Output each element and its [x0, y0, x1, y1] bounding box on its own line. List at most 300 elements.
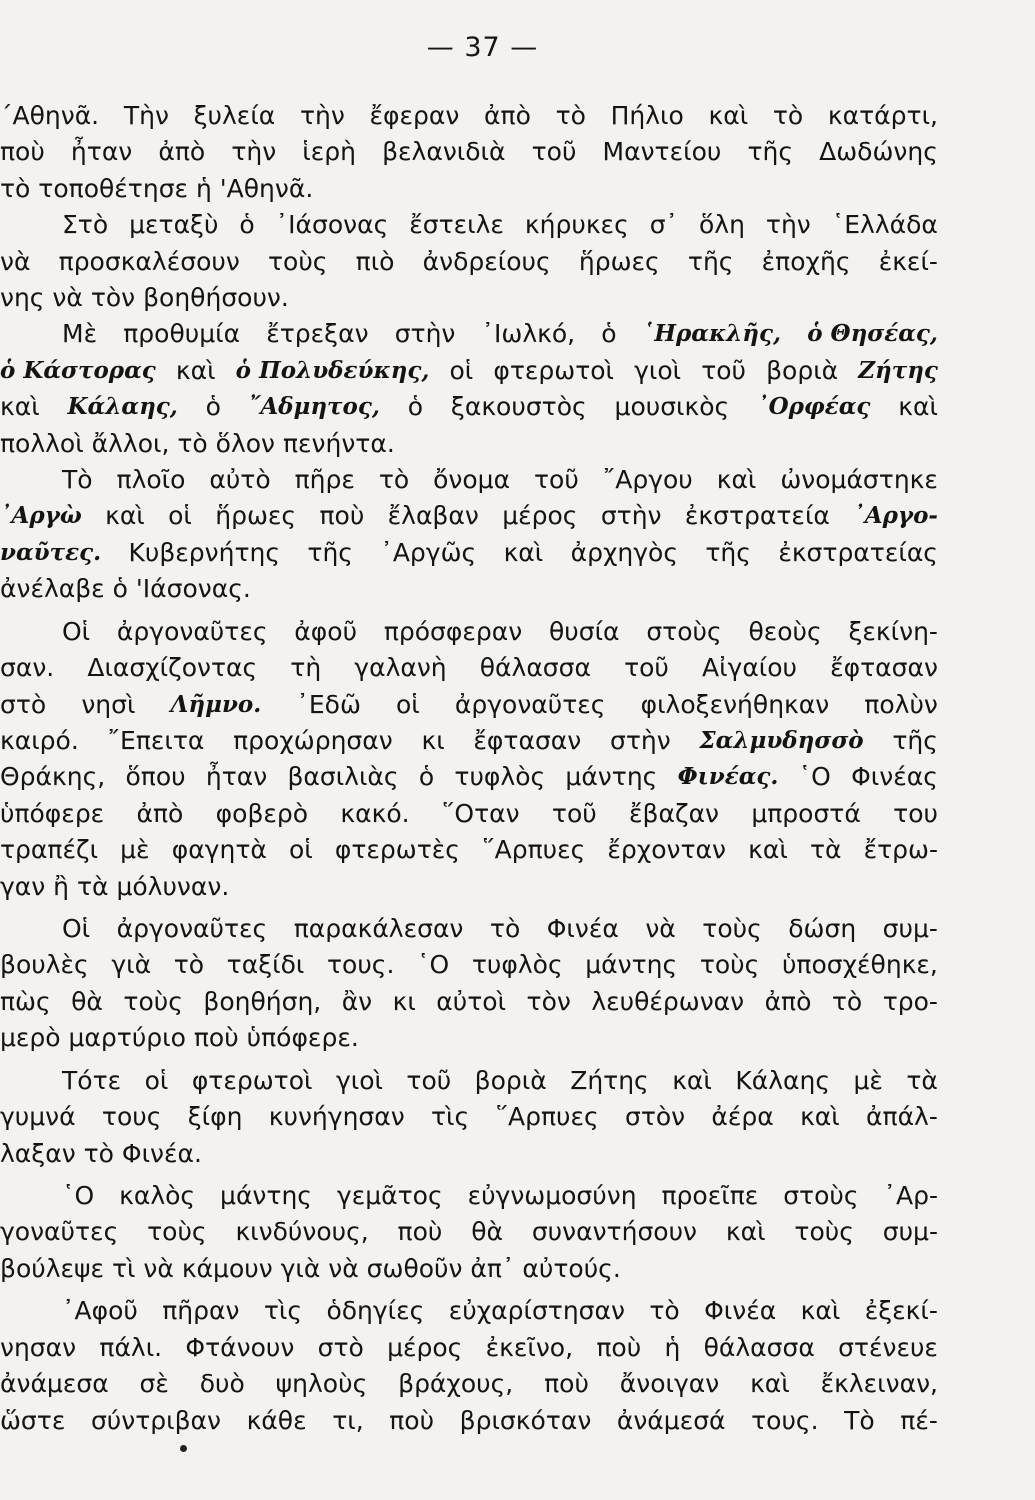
word: πῆρε	[294, 465, 355, 494]
word: κυνήγησαν	[268, 1102, 405, 1132]
word: βελανιδιὰ	[382, 137, 506, 167]
word: βουλὲς	[0, 950, 89, 980]
word: στὸ	[0, 689, 47, 719]
word: τοὺς	[267, 246, 328, 276]
word: ὄνομα	[433, 465, 511, 494]
word: ᾿Ορφέας	[757, 393, 871, 421]
word: ξεκίνη-	[848, 616, 938, 646]
word: τὸ	[555, 101, 586, 130]
text-line	[0, 207, 938, 243]
word: πάλι.	[99, 1332, 163, 1362]
word: μουσικὸς	[614, 392, 730, 422]
text-line	[0, 1020, 938, 1056]
word: πὼς	[0, 986, 51, 1016]
word: ἀπάλ-	[866, 1102, 938, 1132]
word: τῆς	[687, 246, 734, 276]
text-line	[0, 498, 938, 534]
word: ὁ Κάστορας	[0, 356, 156, 384]
text-line	[0, 171, 938, 207]
word: Θράκης,	[0, 762, 106, 792]
word: ἀργοναῦτες	[116, 616, 268, 646]
word: καὶ	[672, 1065, 712, 1095]
word: τυφλὸς	[454, 762, 546, 792]
word: καὶ	[748, 835, 788, 865]
word: τῆς	[747, 137, 794, 167]
word: βοριὰ	[766, 355, 839, 385]
word: ὅπου	[125, 762, 186, 792]
text-line	[0, 869, 938, 905]
word: λαξαν τὸ Φινέα.	[0, 1138, 202, 1168]
word: Φινέας	[851, 762, 938, 792]
word: καὶ	[105, 501, 145, 531]
word: ποὺ	[0, 137, 45, 167]
word: δώση	[788, 914, 857, 943]
word: εὐχαρίστησαν	[448, 1296, 625, 1326]
word: αὐτὸ	[209, 465, 271, 494]
word: νης νὰ τὸν βοηθήσουν.	[0, 283, 289, 312]
word: Σαλμυδησσὸ	[699, 726, 864, 754]
word: δυὸ	[199, 1369, 245, 1399]
word: στοὺς	[783, 1181, 859, 1210]
word: νὰ	[645, 914, 676, 943]
word: νὰ	[0, 246, 31, 276]
word: βράχους,	[398, 1369, 514, 1399]
word: κι	[421, 725, 445, 755]
word: προσκαλέσουν	[58, 246, 240, 276]
word: ἦταν	[205, 762, 268, 792]
word: Δωδώνης	[819, 137, 938, 167]
word: ἔρχονταν	[607, 835, 727, 865]
word: καὶ	[800, 1296, 841, 1326]
word: στὴν	[609, 725, 671, 755]
word: καὶ	[708, 101, 749, 130]
word: Οἱ	[62, 914, 91, 943]
word: ἐξεκί-	[864, 1296, 938, 1326]
word: τοῦ	[406, 1065, 452, 1095]
word: μέρος	[387, 1332, 463, 1362]
word: τοὺς	[147, 1217, 207, 1247]
word: τῆς	[705, 537, 751, 567]
word: ὥστε	[0, 1405, 66, 1435]
word: ᾿Ιωλκό,	[481, 319, 576, 349]
word: ἐκεῖνο,	[485, 1332, 574, 1362]
word: τοῦ	[701, 355, 746, 385]
word: σὲ	[139, 1369, 169, 1399]
word: ῎Αδμητος,	[248, 393, 380, 421]
word: ἔλαβαν	[387, 501, 479, 531]
word: οἱ	[449, 355, 474, 385]
word: ταξίδι	[226, 950, 305, 980]
word: φαγητὰ	[171, 835, 267, 865]
word: ἄνοιγαν	[619, 1369, 720, 1399]
word: τυφλὸς	[471, 950, 563, 980]
word: καὶ	[800, 1102, 840, 1132]
word: φτερωτοὶ	[493, 355, 615, 385]
word: ᾿Ιάσονας	[275, 210, 389, 240]
text-line	[0, 796, 938, 832]
word: φιλοξενήθηκαν	[640, 689, 830, 719]
word: ὅλη	[699, 210, 745, 240]
word: τὸ	[489, 914, 521, 943]
word: φτερωτοὶ	[191, 1065, 313, 1095]
word: ἔβαζαν	[629, 798, 720, 828]
word: τὸ τοποθέτησε ἡ 'Αθηνᾶ.	[0, 173, 314, 203]
word: σ᾿	[649, 210, 679, 240]
text-line	[0, 1366, 938, 1402]
word: ῾Ηρακλῆς,	[642, 320, 782, 348]
word: τραπέζι	[0, 835, 99, 865]
word: πιὸ	[355, 246, 395, 276]
word: Πήλιο	[610, 101, 684, 130]
text-line	[0, 535, 938, 571]
word: τοῦ	[531, 137, 577, 167]
word: στὴν	[394, 319, 456, 349]
word: οἱ	[168, 501, 192, 531]
word: ποὺ	[389, 1405, 435, 1435]
word: Τὸ	[844, 1405, 875, 1435]
word: στὴν	[600, 501, 662, 531]
word: Τὴν	[123, 101, 169, 130]
word: ὠνομάστηκε	[780, 465, 938, 494]
word: ῞Οταν	[441, 798, 520, 828]
word: οἱ	[144, 1065, 169, 1095]
word: βούλεψε τὶ νὰ κάμουν γιὰ νὰ σωθοῦν ἀπ᾿ αὐτούς.	[0, 1253, 621, 1283]
text-line	[0, 1251, 938, 1287]
word: τὴ	[290, 653, 322, 683]
word: Ζήτης	[570, 1065, 649, 1095]
word: Ζήτης	[858, 356, 938, 384]
word: ἂν	[341, 986, 373, 1016]
word: αὐτοὶ	[436, 986, 507, 1016]
word: Στὸ	[62, 210, 109, 240]
word: γυμνά	[0, 1102, 76, 1132]
word: ψηλοὺς	[275, 1369, 368, 1399]
word: τοὺς	[699, 950, 760, 980]
word: ἀργοναῦτες	[454, 689, 606, 719]
word: ᾿Εδῶ	[296, 689, 361, 719]
word: σύντριβαν	[90, 1405, 221, 1435]
word: μάντης	[565, 762, 658, 792]
word: κατάρτι,	[827, 101, 938, 130]
word: νησὶ	[81, 689, 136, 719]
word: θυσία	[548, 616, 620, 646]
text-line	[0, 1330, 938, 1366]
word: γιοὶ	[634, 355, 682, 385]
word: μεταξὺ	[129, 210, 219, 240]
word: νησαν	[0, 1332, 77, 1362]
word: γοναῦτες	[0, 1217, 119, 1247]
word: ὑποσχέθηκε,	[781, 950, 938, 980]
word: σαν.	[0, 653, 55, 683]
word: ἔφτασαν	[830, 653, 938, 683]
word: ἀφοῦ	[294, 616, 358, 646]
word: του	[893, 798, 938, 828]
page-number: — 37 —	[426, 32, 539, 63]
word: μάντης	[585, 950, 678, 980]
text-line	[0, 911, 938, 947]
word: Κάλαης,	[67, 393, 178, 421]
word: βοριὰ	[474, 1065, 547, 1095]
word: πρόσφεραν	[383, 616, 523, 646]
word: μὲ	[120, 835, 150, 865]
word: οἱ	[396, 689, 420, 719]
word: ῾Ο	[417, 950, 450, 980]
word: ἀπὸ	[764, 986, 812, 1016]
word: ῞Αρπυες	[495, 1102, 599, 1132]
text-line	[0, 947, 938, 983]
word: ῾Ο	[62, 1181, 95, 1210]
word: ποὺ	[544, 1369, 589, 1399]
word: φτερωτὲς	[334, 835, 460, 865]
word: κακό.	[340, 798, 410, 828]
word: ᾿Αργο-	[853, 502, 938, 530]
word: ξακουστὸς	[450, 392, 587, 422]
word: τὴν	[231, 137, 277, 167]
word: στοὺς	[646, 616, 722, 646]
word: ποὺ	[319, 501, 365, 531]
word: εὐγνωμοσύνη	[467, 1181, 637, 1210]
word: πολὺν	[864, 689, 938, 719]
word: ἀπὸ	[158, 137, 206, 167]
word: φοβερὸ	[215, 798, 309, 828]
word: ἐκστρατείας	[778, 537, 938, 567]
word: θάλασσα	[703, 1332, 815, 1362]
word: κινδύνους,	[235, 1217, 369, 1247]
text-line	[0, 353, 938, 389]
text-line	[0, 426, 938, 462]
text-line	[0, 1293, 938, 1329]
word: γεμᾶτος	[336, 1181, 443, 1210]
word: ᾿Αρ-	[883, 1181, 938, 1210]
word: τους.	[751, 1405, 819, 1435]
word: καὶ	[0, 392, 40, 422]
word: ἔστειλε	[409, 210, 504, 240]
word: τὰ	[906, 1065, 938, 1095]
word: πέ-	[900, 1405, 938, 1435]
word: γαν ἢ τὰ μόλυναν.	[0, 871, 230, 901]
word: Φινέα	[546, 914, 619, 943]
word: ἱερὴ	[302, 137, 356, 167]
word: μέρος	[502, 501, 578, 531]
text-line	[0, 1214, 938, 1250]
word: ὁδηγίες	[326, 1296, 425, 1326]
word: ἐκστρατεία	[684, 501, 830, 531]
word: τὸν	[526, 986, 571, 1016]
word: γιὰ	[111, 950, 152, 980]
word: κι	[392, 986, 416, 1016]
word: γιοὶ	[335, 1065, 383, 1095]
word: ποὺ	[397, 1217, 443, 1247]
word: τρο-	[882, 986, 938, 1016]
word: ποὺ	[596, 1332, 642, 1362]
word: τὴν	[765, 210, 811, 240]
word: κάθε	[246, 1405, 307, 1435]
text-line	[0, 1136, 938, 1172]
word: ἀπὸ	[484, 101, 531, 130]
word: ἀνέλαβε ὁ 'Ιάσονας.	[0, 574, 251, 604]
word: ἔτρω-	[863, 835, 938, 865]
word: μπροστά	[751, 798, 861, 828]
word: ναῦτες.	[0, 538, 102, 566]
word: ῎Επειτα	[107, 725, 205, 755]
word: τους.	[326, 950, 395, 980]
word: καὶ	[898, 392, 938, 422]
word: τὸ	[173, 950, 205, 980]
word: ἀρχηγὸς	[570, 537, 679, 567]
word: πῆραν	[162, 1296, 240, 1326]
word: οἱ	[288, 835, 313, 865]
word: καιρό.	[0, 725, 79, 755]
word: ἀέρα	[711, 1102, 774, 1132]
word: συμ-	[882, 914, 938, 943]
text-line	[0, 316, 938, 352]
word: τὶς	[431, 1102, 470, 1132]
word: θὰ	[471, 1217, 503, 1247]
word: τοῦ	[534, 465, 579, 494]
word: συναντήσουν	[531, 1217, 698, 1247]
text-line	[0, 1178, 938, 1214]
word: πολλοὶ ἄλλοι, τὸ ὅλον πενήντα.	[0, 428, 395, 458]
text-line	[0, 723, 938, 759]
text-line	[0, 462, 938, 498]
word: Τότε	[62, 1065, 122, 1095]
word: τῆς	[892, 725, 938, 755]
word: μερὸ μαρτύριο ποὺ ὑπόφερε.	[0, 1023, 359, 1053]
word: ἡ	[664, 1332, 681, 1362]
text-line	[0, 650, 938, 686]
word: ᾿Αργὼ	[0, 502, 82, 530]
word: καὶ	[716, 465, 757, 494]
text-line	[0, 614, 938, 650]
word: ῾Ο	[798, 762, 831, 792]
word: ΄Αθηνᾶ.	[0, 101, 100, 130]
word: ὁ Θησέας,	[807, 320, 938, 348]
word: ὁ	[418, 762, 435, 792]
word: ῾Ελλάδα	[831, 210, 938, 240]
word: ῞Αρπυες	[482, 835, 586, 865]
text-line	[0, 984, 938, 1020]
word: τοὺς	[702, 914, 762, 943]
word: καὶ	[725, 1217, 766, 1247]
word: Λῆμνο.	[170, 690, 262, 718]
word: μάντης	[220, 1181, 312, 1210]
word: ὁ	[407, 392, 424, 422]
word: ἔτρεξαν	[266, 319, 369, 349]
word: ξυλεία	[193, 101, 276, 130]
text-line	[0, 759, 938, 795]
word: καὶ	[750, 1369, 790, 1399]
text-line	[0, 1063, 938, 1099]
word: ἦταν	[70, 137, 133, 167]
word: τι,	[332, 1405, 364, 1435]
word: Μὲ	[62, 319, 98, 349]
word: μὲ	[853, 1065, 883, 1095]
word: κήρυκες	[524, 210, 629, 240]
word: ἥρωες	[578, 246, 660, 276]
word: τὸ	[649, 1296, 680, 1326]
word: Διασχίζοντας	[87, 653, 258, 683]
word: ἔκλειναν,	[820, 1369, 938, 1399]
text-line	[0, 832, 938, 868]
word: ὁ Πολυδεύκης,	[235, 356, 430, 384]
word: ἀνδρείους	[422, 246, 551, 276]
word: γαλανὴ	[354, 653, 447, 683]
word: συμ-	[882, 1217, 938, 1247]
word: Φτάνουν	[185, 1332, 295, 1362]
word: βασιλιὰς	[287, 762, 399, 792]
word: Κάλαης	[735, 1065, 830, 1095]
word: προχώρησαν	[233, 725, 393, 755]
word: τὸ	[772, 101, 804, 130]
text-line	[0, 98, 938, 134]
word: Τὸ	[62, 465, 93, 494]
word: καλὸς	[119, 1181, 196, 1210]
word: τοὺς	[794, 1217, 854, 1247]
word: θὰ	[71, 986, 103, 1016]
word: Μαντείου	[602, 137, 722, 167]
word: Αἰγαίου	[701, 653, 798, 683]
text-line	[0, 687, 938, 723]
ink-dot	[180, 1445, 187, 1452]
text-line	[0, 134, 938, 170]
word: βοηθήση,	[203, 986, 322, 1016]
word: ἐκεί-	[878, 246, 938, 276]
word: τοὺς	[123, 986, 183, 1016]
word: θάλασσα	[479, 653, 591, 683]
word: ᾿Αργῶς	[380, 537, 477, 567]
text-line	[0, 1403, 938, 1439]
word: τοῦ	[551, 798, 597, 828]
word: καὶ	[503, 537, 544, 567]
word: ξίφη	[187, 1102, 243, 1132]
word: ἀπὸ	[136, 798, 184, 828]
word: τῆς	[307, 537, 353, 567]
word: ἐποχῆς	[761, 246, 851, 276]
word: ᾿Αφοῦ	[62, 1296, 138, 1326]
word: ὁ	[239, 210, 255, 240]
word: λευθέρωναν	[591, 986, 745, 1016]
text-line	[0, 280, 938, 316]
word: ἔφεραν	[369, 101, 460, 130]
word: τὴν	[299, 101, 345, 130]
word: τους	[101, 1102, 162, 1132]
word: στὸ	[317, 1332, 364, 1362]
word: ἔφτασαν	[473, 725, 582, 755]
word: ἀνάμεσα	[0, 1369, 109, 1399]
text-line	[0, 244, 938, 280]
word: ὑπόφερε	[0, 798, 105, 828]
word: θεοὺς	[748, 616, 822, 646]
word: στένευε	[838, 1332, 938, 1362]
word: προθυμία	[123, 319, 241, 349]
word: τὸ	[831, 986, 863, 1016]
word: ὁ	[601, 319, 617, 349]
text-line	[0, 389, 938, 425]
word: Κυβερνήτης	[128, 537, 281, 567]
word: στὸν	[624, 1102, 686, 1132]
text-line	[0, 571, 938, 607]
word: ὁ	[205, 392, 221, 422]
word: ἥρωες	[215, 501, 297, 531]
word: τὶς	[263, 1296, 303, 1326]
word: ῎Αργου	[602, 465, 693, 494]
word: Οἱ	[62, 616, 91, 646]
word: τὸ	[378, 465, 410, 494]
word: βρισκόταν	[459, 1405, 592, 1435]
word: Φινέα	[704, 1296, 777, 1326]
word: τὰ	[809, 835, 842, 865]
word: καὶ	[175, 355, 216, 385]
